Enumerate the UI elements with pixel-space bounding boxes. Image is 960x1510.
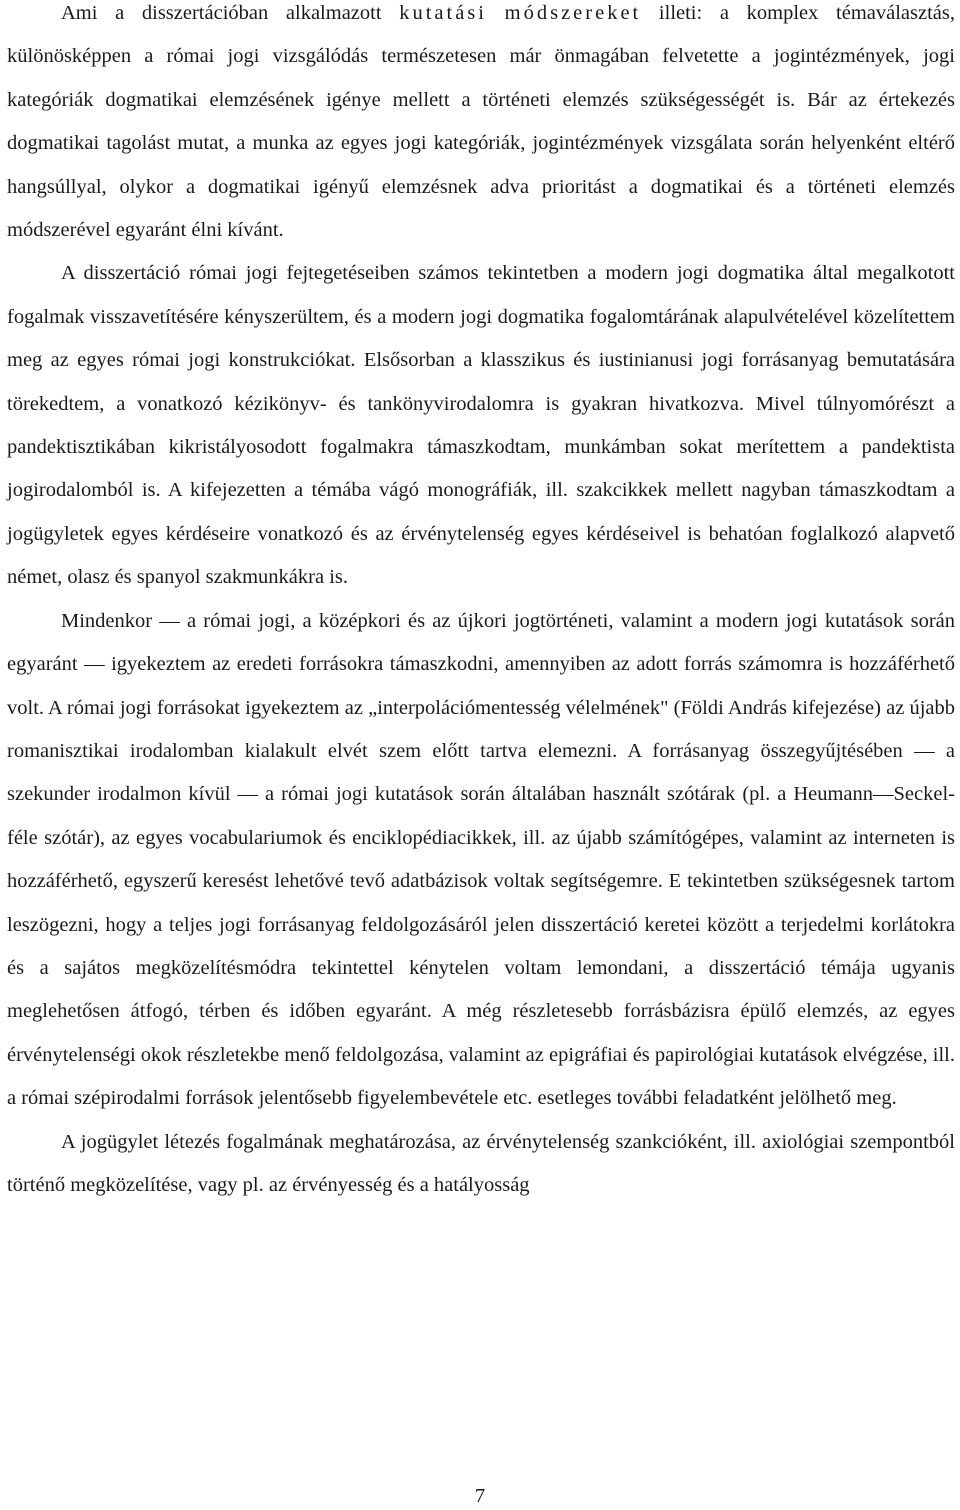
paragraph-rest-text: illeti: a komplex témaválasztás, különösképpen a római jogi vizsgálódás természetesen már önmagában felvetette a jogintézmények, jogi kategóriák dogmatikai elemzésének igénye mellett a történeti elemzés szükségességét is. Bár az értekezés dogmatikai tagolást mutat, a munka az egyes jogi kategóriák, jogintézmények vizsgálata során helyenként eltérő hangsúllyal, olykor a dogmatikai igényű elemzésnek adva prioritást a dogmatikai és a történeti elemzés módszerével egyaránt élni kívánt. xyxy=(7,2,955,242)
paragraph-legal-act-concept: A jogügylet létezés fogalmának meghatározása, az érvénytelenség szankcióként, ill. axiológiai szempontból történő megközelítése, vagy pl. az érvényesség és a hatályosság xyxy=(7,1130,955,1196)
paragraph-intro-text: Ami a disszertációban alkalmazott xyxy=(61,2,382,24)
document-page xyxy=(7,0,955,1207)
paragraph-sources: Mindenkor — a római jogi, a középkori és az újkori jogtörténeti, valamint a modern jogi kutatások során egyaránt — igyekeztem az eredeti forrásokra támaszkodni, amennyiben az adott forrás számomra is hozzáférhető volt. A római jogi forrásokat igyekeztem az „interpolációmentesség vélelmének" (Földi András kifejezése) az újabb romanisztikai irodalomban kialakult elvét szem előtt tartva elemezni. A forrásanyag összegyűjtésében — a szekunder irodalmon kívül — a római jogi kutatások során általában használt szótárak (pl. a Heumann—Seckel-féle szótár), az egyes vocabulariumok és enciklopédiacikkek, ill. az újabb számítógépes, valamint az interneten is hozzáférhető, egyszerű keresést lehetővé tevő adatbázisok voltak segítségemre. E tekintetben szükségesnek tartom leszögezni, hogy a teljes jogi forrásanyag feldolgozásáról jelen disszertáció keretei között a terjedelmi korlátokra és a sajátos megközelítésmódra tekintettel kénytelen voltam lemondani, a disszertáció témája ugyanis meglehetősen átfogó, térben és időben egyaránt. A még részletesebb forrásbázisra épülő elemzés, az egyes érvénytelenségi okok részletekbe menő feldolgozása, valamint az epigráfiai és papirológiai kutatások elvégzése, ill. a római szépirodalmi források jelentősebb figyelembevétele etc. esetleges további feladatként jelölhető meg. xyxy=(7,609,955,1110)
paragraph-roman-law-concepts: A disszertáció római jogi fejtegetéseiben számos tekintetben a modern jogi dogmatika által megalkotott fogalmak visszavetítésére kényszerültem, és a modern jogi dogmatika fogalomtárának alapulvételével közelítettem meg az egyes római jogi konstrukciókat. Elsősorban a klasszikus és iustinianusi jogi forrásanyag bemutatására törekedtem, a vonatkozó kézikönyv- és tankönyvirodalomra is gyakran hivatkozva. Mivel túlnyomórészt a pandektisztikában kikristályosodott fogalmakra támaszkodtam, munkámban sokat merítettem a pandektista jogirodalomból is. A kifejezetten a témába vágó monográfiák, ill. szakcikkek mellett nagyban támaszkodtam a jogügyletek egyes kérdéseire vonatkozó és az érvénytelenség egyes kérdéseivel is behatóan foglalkozó alapvető német, olasz és spanyol szakmunkákra is. xyxy=(7,262,955,589)
emphasis-methods: módszereket xyxy=(504,2,642,24)
page-number: 7 xyxy=(474,1485,486,1507)
emphasis-research: kutatási xyxy=(399,2,487,24)
paragraph-research-methods xyxy=(7,0,955,252)
